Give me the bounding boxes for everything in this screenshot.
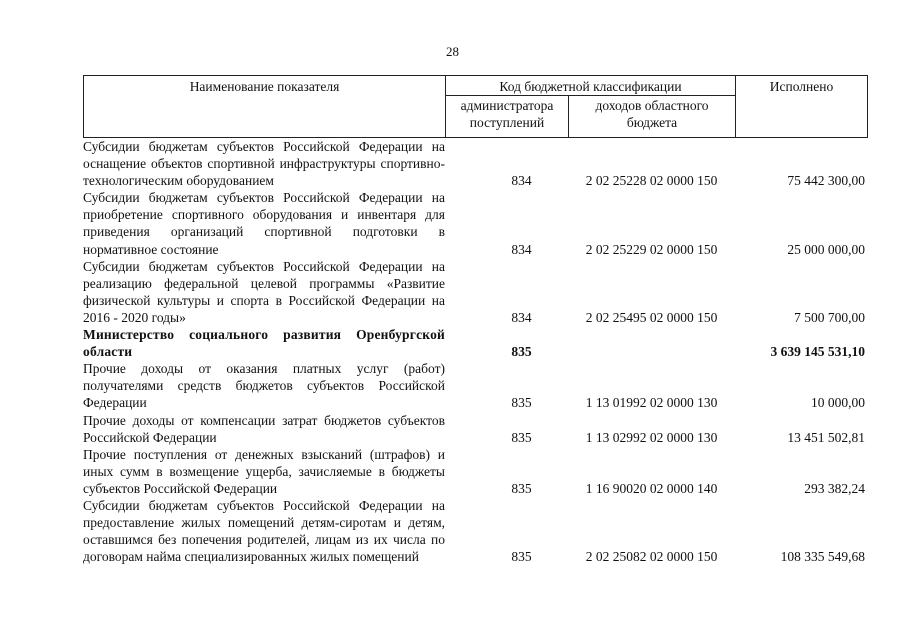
header-budget-code: Код бюджетной классификации (446, 76, 736, 96)
row-admin-code: 834 (511, 309, 532, 325)
table-row (83, 189, 867, 257)
row-executed: 13 451 502,81 (787, 429, 865, 445)
row-name: Субсидии бюджетам субъектов Российской Федерации на предоставление жилых помещений детям-сиротам и детям, оставшимся без попечения родителей, лицам из их числа по договорам найма специализированных жилых помещений (83, 497, 445, 565)
row-executed: 3 639 145 531,10 (770, 344, 865, 360)
row-name: Субсидии бюджетам субъектов Российской Федерации на оснащение объектов спортивной инфраструктуры спортивно-технологическим оборудованием (83, 139, 445, 189)
row-executed: 7 500 700,00 (794, 309, 865, 325)
row-admin-code: 834 (511, 173, 532, 189)
table-row (83, 360, 867, 411)
row-admin-code: 835 (511, 395, 532, 411)
page-number: 28 (446, 44, 459, 59)
row-admin-code: 835 (511, 480, 532, 496)
header-indicator-name: Наименование показателя (84, 76, 446, 138)
row-admin-code: 835 (511, 344, 532, 360)
row-income-code: 2 02 25495 02 0000 150 (585, 309, 718, 325)
row-income-code: 1 13 02992 02 0000 130 (585, 429, 718, 445)
row-executed: 10 000,00 (811, 395, 865, 411)
header-executed: Исполнено (736, 76, 868, 138)
header-regional-income: доходов областного бюджета (569, 96, 736, 138)
row-executed: 75 442 300,00 (787, 173, 865, 189)
row-executed: 25 000 000,00 (787, 241, 865, 257)
table-row (83, 412, 867, 446)
row-admin-code: 835 (511, 549, 532, 565)
row-executed: 293 382,24 (804, 480, 865, 496)
row-name: Прочие доходы от компенсации затрат бюджетов субъектов Российской Федерации (83, 412, 445, 445)
row-admin-code: 834 (511, 241, 532, 257)
row-name: Субсидии бюджетам субъектов Российской Федерации на приобретение спортивного оборудования и инвентаря для приведения организаций спортивной подготовки в нормативное состояние (83, 190, 445, 257)
row-name: Министерство социального развития Оренбургской области (83, 327, 445, 360)
table-row (83, 138, 867, 189)
row-income-code: 2 02 25082 02 0000 150 (585, 549, 718, 565)
row-income-code: 2 02 25229 02 0000 150 (585, 241, 718, 257)
table-body (83, 138, 867, 565)
table-row-ministry (83, 326, 867, 360)
row-name: Прочие доходы от оказания платных услуг (работ) получателями средств бюджетов субъектов Российской Федерации (83, 361, 445, 411)
table-header (83, 75, 868, 138)
row-income-code: 2 02 25228 02 0000 150 (585, 173, 718, 189)
row-name: Прочие поступления от денежных взысканий (штрафов) и иных сумм в возмещение ущерба, зачисляемые в бюджеты субъектов Российской Федерации (83, 446, 445, 496)
table-row (83, 446, 867, 497)
table-row (83, 258, 867, 326)
row-executed: 108 335 549,68 (780, 549, 865, 565)
row-income-code: 1 13 01992 02 0000 130 (585, 395, 718, 411)
header-admin-receipts: администратора поступлений (446, 96, 569, 138)
row-admin-code: 835 (511, 429, 532, 445)
row-name: Субсидии бюджетам субъектов Российской Федерации на реализацию федеральной целевой программы «Развитие физической культуры и спорта в Российской Федерации на 2016 - 2020 годы» (83, 258, 445, 325)
row-income-code: 1 16 90020 02 0000 140 (585, 480, 718, 496)
table-row (83, 497, 867, 565)
